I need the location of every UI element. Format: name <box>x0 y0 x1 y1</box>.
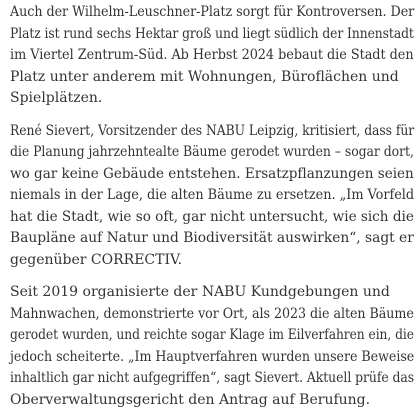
paragraph-line: Auch der Wilhelm-Leuschner-Platz sorgt für Kontroversen. Der <box>10 2 377 24</box>
paragraph-nabu-protests <box>10 282 414 411</box>
paragraph-line: Platz unter anderem mit Wohnungen, Büroflächen und <box>10 67 414 89</box>
paragraph-line: Mahnwachen, demonstrierte vor Ort, als 2023 die alten Bäume <box>10 304 375 326</box>
paragraph-line: hat die Stadt, wie so oft, gar nicht untersucht, wie sich die <box>10 207 402 229</box>
paragraph-nabu-criticism <box>10 121 414 272</box>
paragraph-line: inhaltlich gar nicht aufgegriffen“, sagt Sievert. Aktuell prüfe das <box>10 368 368 390</box>
paragraph-leuschner-platz <box>10 2 414 110</box>
article-body <box>10 2 414 411</box>
paragraph-line: Oberverwaltungsgericht den Antrag auf Berufung. <box>10 390 414 411</box>
paragraph-line: Spielplätzen. <box>10 88 414 110</box>
paragraph-line: im Viertel Zentrum-Süd. Ab Herbst 2024 bebaut die Stadt den <box>10 45 380 67</box>
paragraph-line: wo gar keine Gebäude entstehen. Ersatzpflanzungen seien <box>10 164 401 186</box>
paragraph-line: jedoch scheiterte. „Im Hauptverfahren wurden unsere Beweise <box>10 347 375 369</box>
paragraph-line: René Sievert, Vorsitzender des NABU Leipzig, kritisiert, dass für <box>10 121 367 143</box>
paragraph-line: gegenüber CORRECTIV. <box>10 250 414 272</box>
paragraph-line: Baupläne auf Natur und Biodiversität auswirken“, sagt er <box>10 228 408 250</box>
paragraph-line: die Planung jahrzehntealte Bäume gerodet wurden – sogar dort, <box>10 142 370 164</box>
paragraph-line: niemals in der Lage, die alten Bäume zu ersetzen. „Im Vorfeld <box>10 185 382 207</box>
paragraph-line: Platz ist rund sechs Hektar groß und liegt südlich der Innenstadt <box>10 24 365 46</box>
paragraph-line: Seit 2019 organisierte der NABU Kundgebungen und <box>10 282 414 304</box>
paragraph-line: gerodet wurden, und reichte sogar Klage im Eilverfahren ein, die <box>10 325 364 347</box>
